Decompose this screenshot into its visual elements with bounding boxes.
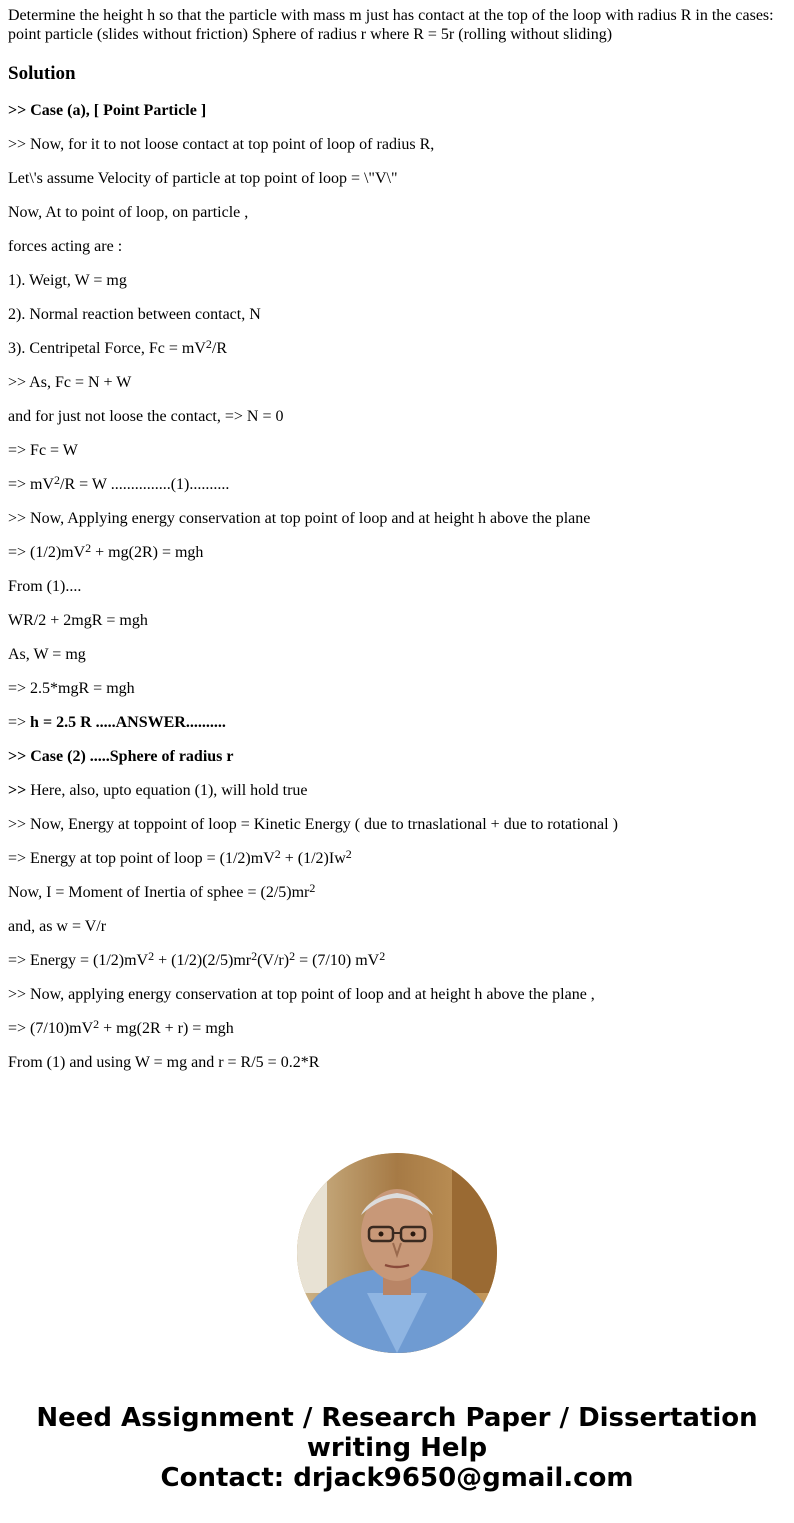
solution-line: From (1).... (8, 578, 82, 595)
solution-line: >> Now, Applying energy conservation at top point of loop and at height h above the plane (8, 510, 591, 527)
solution-line: 3). Centripetal Force, $Fc = mV^2/R$ (8, 337, 227, 357)
avatar (297, 1153, 497, 1353)
promo-line: writing Help (306, 1433, 488, 1463)
solution-line: Let\'s assume Velocity of particle at top point of loop = \"V\" (8, 170, 398, 187)
solution-line: => $(7/10)mV^2 + mg(2R + r)$ = mgh (8, 1017, 234, 1037)
solution-line: >> Now, applying energy conservation at top point of loop and at height h above the plane , (8, 986, 595, 1003)
promo-banner (0, 1403, 794, 1493)
solution-content (8, 6, 786, 1124)
solution-line: WR/2 + 2mgR = mgh (8, 612, 148, 629)
solution-line: => $(1/2)mV^2 + mg(2R)$ = mgh (8, 541, 204, 561)
solution-line: => Energy = $(1/2)mV^2 + (1/2)(2/5)mr^2(V/r)^2 = (7/10)$ $mV^2$ (8, 949, 386, 969)
solution-line: forces acting are : (8, 238, 123, 255)
solution-line: => Fc = W (8, 442, 78, 459)
question-text: Determine the height h so that the particle with mass m just has contact at the top of the loop with radius R in the cases: point particle (slides without friction) Sphere of radius r where R = 5r (rolling without sliding) (8, 7, 774, 43)
solution-line: >> Now, for it to not loose contact at top point of loop of radius R, (8, 136, 435, 153)
solution-line: => $mV^2/R = W$ ...............(1).......... (8, 473, 230, 493)
solution-line: >> As, Fc = N + W (8, 374, 132, 391)
contact-email: Contact: drjack9650@gmail.com (160, 1463, 634, 1493)
solution-line: and for just not loose the contact, => N = 0 (8, 408, 284, 425)
answer-line: => h = 2.5 R .....ANSWER.......... (8, 714, 226, 731)
solution-line: >> Here, also, upto equation (1), will hold true (8, 782, 308, 799)
solution-line-cutoff (8, 1089, 786, 1105)
solution-heading: Solution (8, 63, 76, 84)
solution-line: 2). Normal reaction between contact, N (8, 306, 261, 323)
case-b-heading: >> Case (2) .....Sphere of radius r (8, 748, 234, 765)
solution-line: Now, At to point of loop, on particle , (8, 204, 249, 221)
promo-line: Need Assignment / Research Paper / Dissertation (36, 1403, 758, 1433)
solution-line: >> Now, Energy at toppoint of loop = Kinetic Energy ( due to trnaslational + due to rotational ) (8, 816, 618, 833)
person-photo-icon (297, 1153, 497, 1353)
case-a-heading: >> Case (a), [ Point Particle ] (8, 102, 207, 119)
solution-line: => 2.5*mgR = mgh (8, 680, 135, 697)
solution-line: From (1) and using W = mg and r = R/5 = 0.2*R (8, 1054, 320, 1071)
solution-line: Now, I = Moment of Inertia of sphee = $(2/5)mr^2$ (8, 881, 316, 901)
solution-line: 1). Weigt, W = mg (8, 272, 127, 289)
solution-line: As, W = mg (8, 646, 86, 663)
solution-line: => Energy at top point of loop = $(1/2)mV^2 + (1/2)Iw^2$ (8, 847, 352, 867)
solution-line: and, as w = V/r (8, 918, 107, 935)
